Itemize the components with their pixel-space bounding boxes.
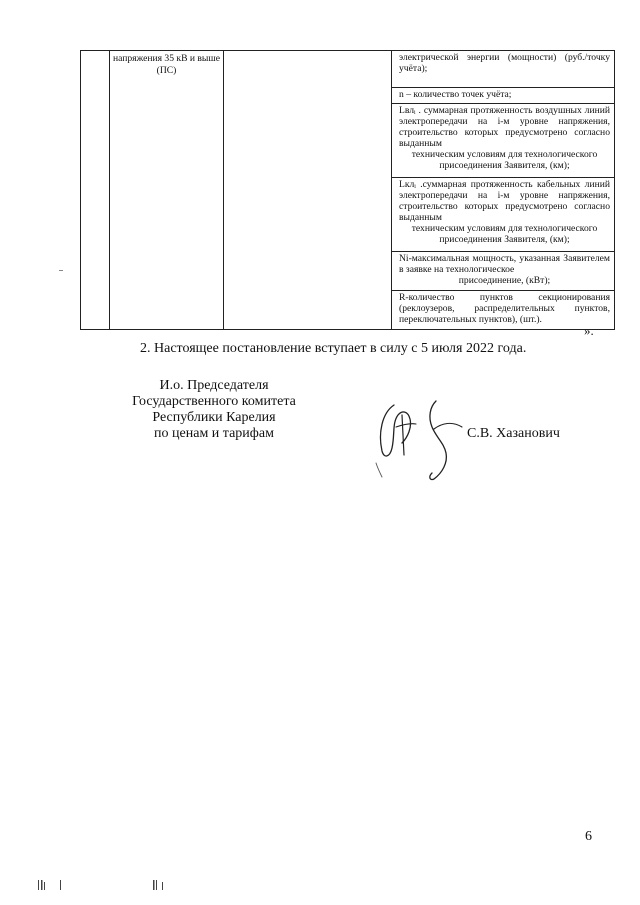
definition-row — [392, 51, 614, 88]
definition-text: электрической энергии (мощности) (руб./точку учёта); — [399, 52, 610, 74]
table-cell-definitions — [392, 51, 615, 330]
definition-text: n – количество точек учёта; — [399, 89, 512, 100]
signer-title-line: по ценам и тарифам — [154, 426, 274, 441]
handwritten-signature — [372, 393, 472, 485]
scan-mark — [59, 270, 63, 271]
table-cell-number — [81, 51, 110, 330]
table-cell-voltage-level — [110, 51, 224, 330]
definitions-list — [392, 51, 614, 329]
signer-title-line: Государственного комитета — [132, 394, 296, 409]
definition-text-centered: техническим условиям для технологического присоединения Заявителя, (км); — [411, 149, 598, 171]
definition-text-centered: присоединение, (кВт); — [458, 275, 551, 286]
definition-text-centered: техническим условиям для технологического присоединения Заявителя, (км); — [411, 223, 598, 245]
definition-text: R-количество пунктов секционирования (реклоузеров, распределительных пунктов, переключательных пунктов), (шт.). — [399, 292, 610, 325]
tariff-formula-table — [80, 50, 615, 330]
definition-row — [392, 291, 614, 329]
definition-text: Ni-максимальная мощность, указанная Заявителем в заявке на технологическое — [399, 253, 610, 275]
page-number: 6 — [585, 829, 592, 844]
definition-row — [392, 252, 614, 291]
signer-title — [98, 378, 330, 442]
signer-name: С.В. Хазанович — [467, 426, 560, 441]
signer-title-line: И.о. Председателя — [159, 378, 269, 393]
definition-row — [392, 104, 614, 178]
effective-date-paragraph: 2. Настоящее постановление вступает в силу с 5 июля 2022 года. — [140, 341, 527, 356]
closing-quote: ». — [584, 323, 594, 338]
scan-barcode-marks — [38, 878, 178, 892]
signer-title-line: Республики Карелия — [152, 410, 276, 425]
definition-text: Lклᵢ .суммарная протяженность кабельных линий электропередачи на i-м уровне напряжения, строительство которых предусмотрено согласно выданным — [399, 179, 610, 223]
definition-row — [392, 88, 614, 104]
voltage-level-text: напряжения 35 кВ и выше (ПС) — [112, 53, 221, 76]
table-cell-empty — [224, 51, 392, 330]
definition-text: Lвлᵢ . суммарная протяженность воздушных линий электропередачи на i-м уровне напряжения, строительство которых предусмотрено согласно выданным — [399, 105, 610, 149]
definition-row — [392, 178, 614, 252]
